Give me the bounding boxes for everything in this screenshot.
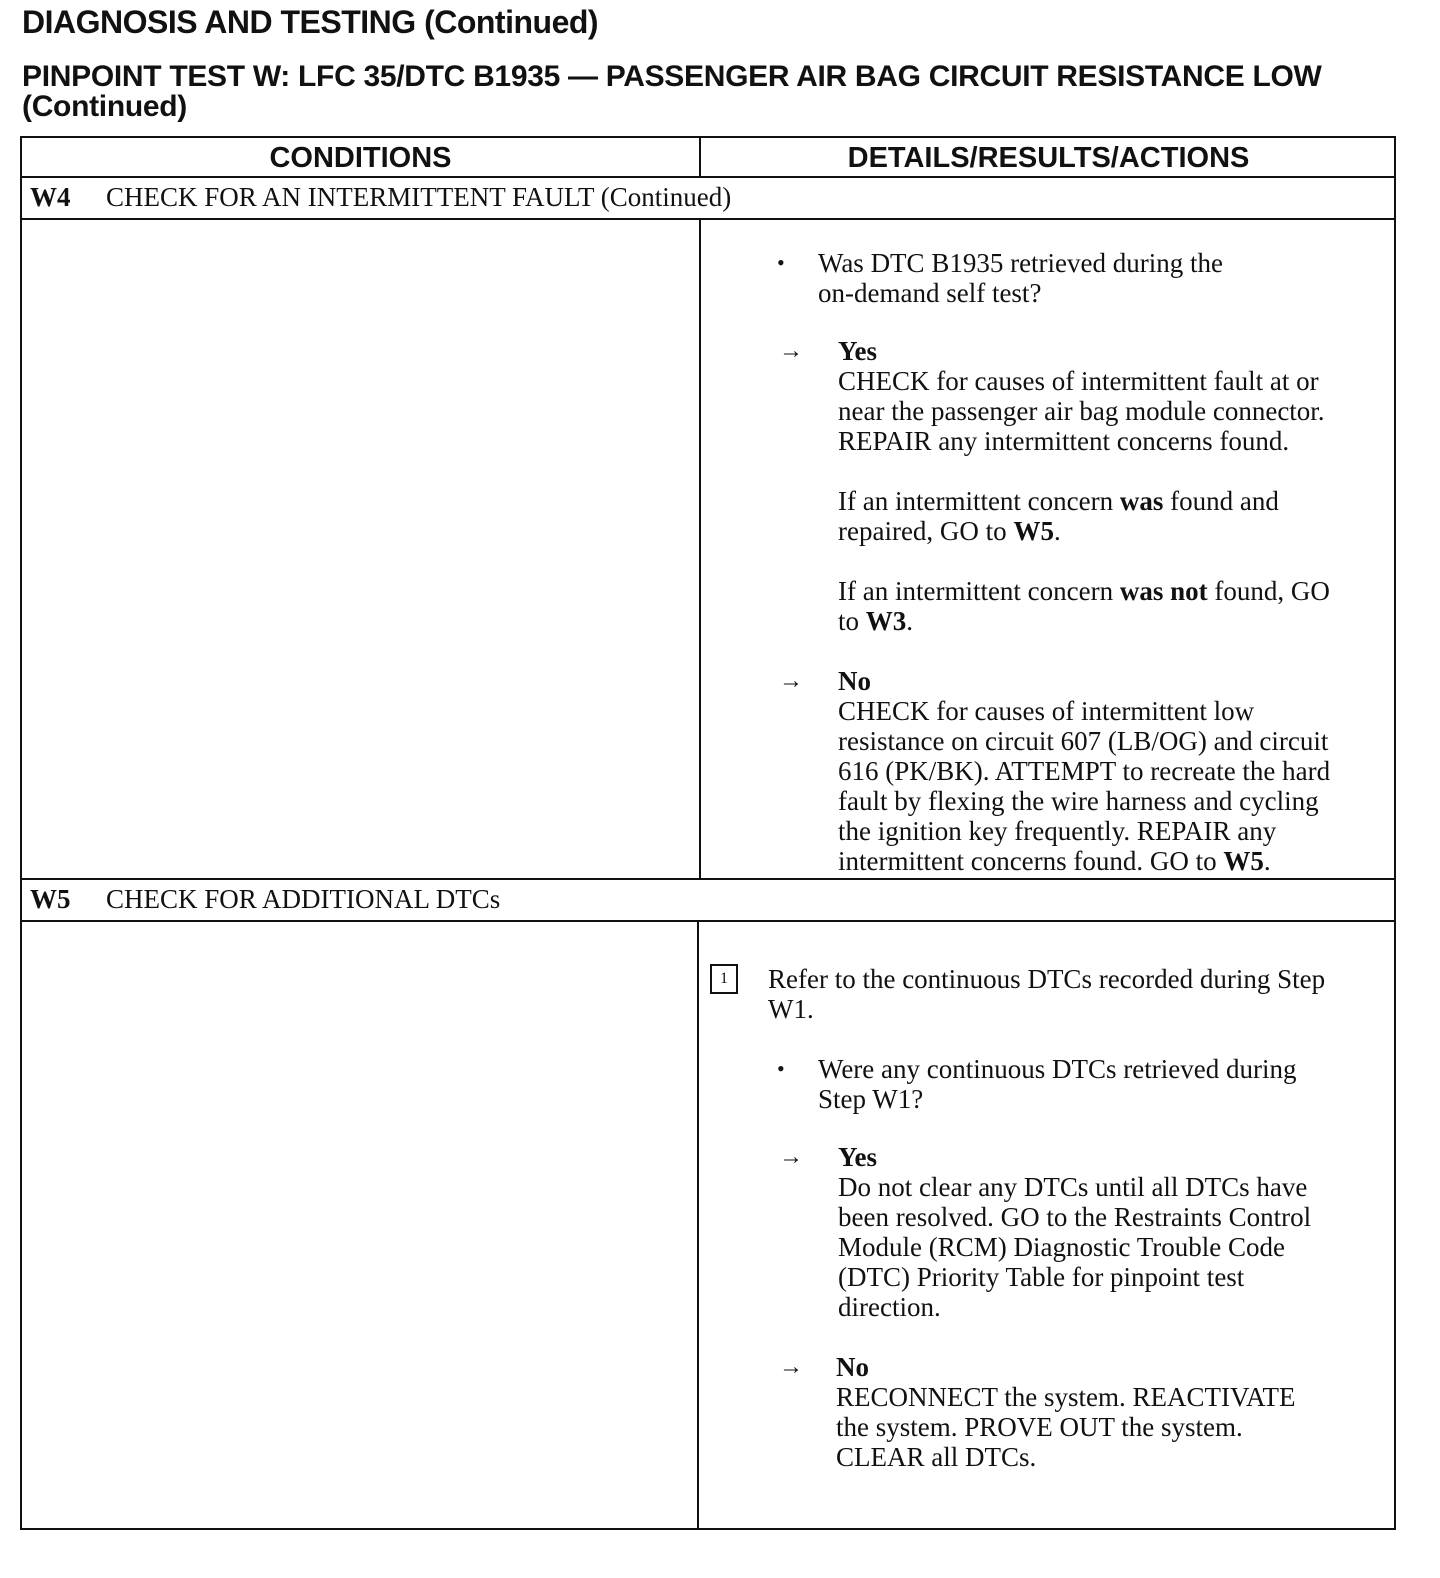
w5-yes-arrow-icon: →: [779, 1144, 803, 1170]
w4-no-arrow-icon: →: [779, 668, 803, 694]
page-title: DIAGNOSIS AND TESTING (Continued): [22, 4, 599, 40]
w4-yes-result: Yes CHECK for causes of intermittent fault at or near the passenger air bag module connector. REPAIR any intermittent concerns found.: [838, 336, 1325, 456]
w5-bullet: •: [777, 1056, 785, 1081]
w5-column-divider: [697, 920, 699, 1528]
pinpoint-test-title: PINPOINT TEST W: LFC 35/DTC B1935 — PASSENGER AIR BAG CIRCUIT RESISTANCE LOW (Continued): [22, 60, 1322, 123]
w5-step-title: [30, 882, 500, 916]
conditions-column-header: CONDITIONS: [269, 142, 452, 174]
w4-column-divider: [699, 218, 701, 880]
w5-step-text: CHECK FOR ADDITIONAL DTCs: [106, 884, 501, 914]
w5-no-arrow-icon: →: [779, 1354, 803, 1380]
w4-if-not-found-note: If an intermittent concern was not found, GO to W3.: [838, 576, 1330, 636]
w4-bullet: •: [777, 250, 785, 275]
w4-if-found-note: If an intermittent concern was found and repaired, GO to W5.: [838, 486, 1279, 546]
w5-title-divider: [22, 920, 1394, 922]
w4-step-code: W4: [30, 182, 71, 212]
w5-question: Were any continuous DTCs retrieved during Step W1?: [818, 1054, 1297, 1114]
w4-title-divider: [22, 218, 1394, 220]
w5-step-code: W5: [30, 884, 71, 914]
details-column-header: DETAILS/RESULTS/ACTIONS: [847, 142, 1250, 174]
w4-end-divider: [22, 878, 1394, 880]
w4-step-title: [30, 180, 731, 214]
w5-yes-result: Yes Do not clear any DTCs until all DTCs have been resolved. GO to the Restraints Control Module (RCM) Diagnostic Trouble Code (DTC) Priority Table for pinpoint test direction.: [838, 1142, 1312, 1322]
w5-step-instruction: Refer to the continuous DTCs recorded during Step W1.: [768, 964, 1326, 1024]
pinpoint-test-table: [20, 136, 1396, 1530]
step-number-box: 1: [710, 964, 738, 994]
w5-no-result: No RECONNECT the system. REACTIVATE the system. PROVE OUT the system. CLEAR all DTCs.: [836, 1352, 1296, 1472]
w4-yes-arrow-icon: →: [779, 338, 803, 364]
w4-question: Was DTC B1935 retrieved during the on-demand self test?: [818, 248, 1223, 308]
w4-no-result: No CHECK for causes of intermittent low resistance on circuit 607 (LB/OG) and circuit 616 (PK/BK). ATTEMPT to recreate the hard fault by flexing the wire harness and cycling the ignition key frequently. REPAIR any intermittent concerns found. GO to W5.: [838, 666, 1331, 876]
w4-step-text: CHECK FOR AN INTERMITTENT FAULT (Continued): [106, 182, 732, 212]
